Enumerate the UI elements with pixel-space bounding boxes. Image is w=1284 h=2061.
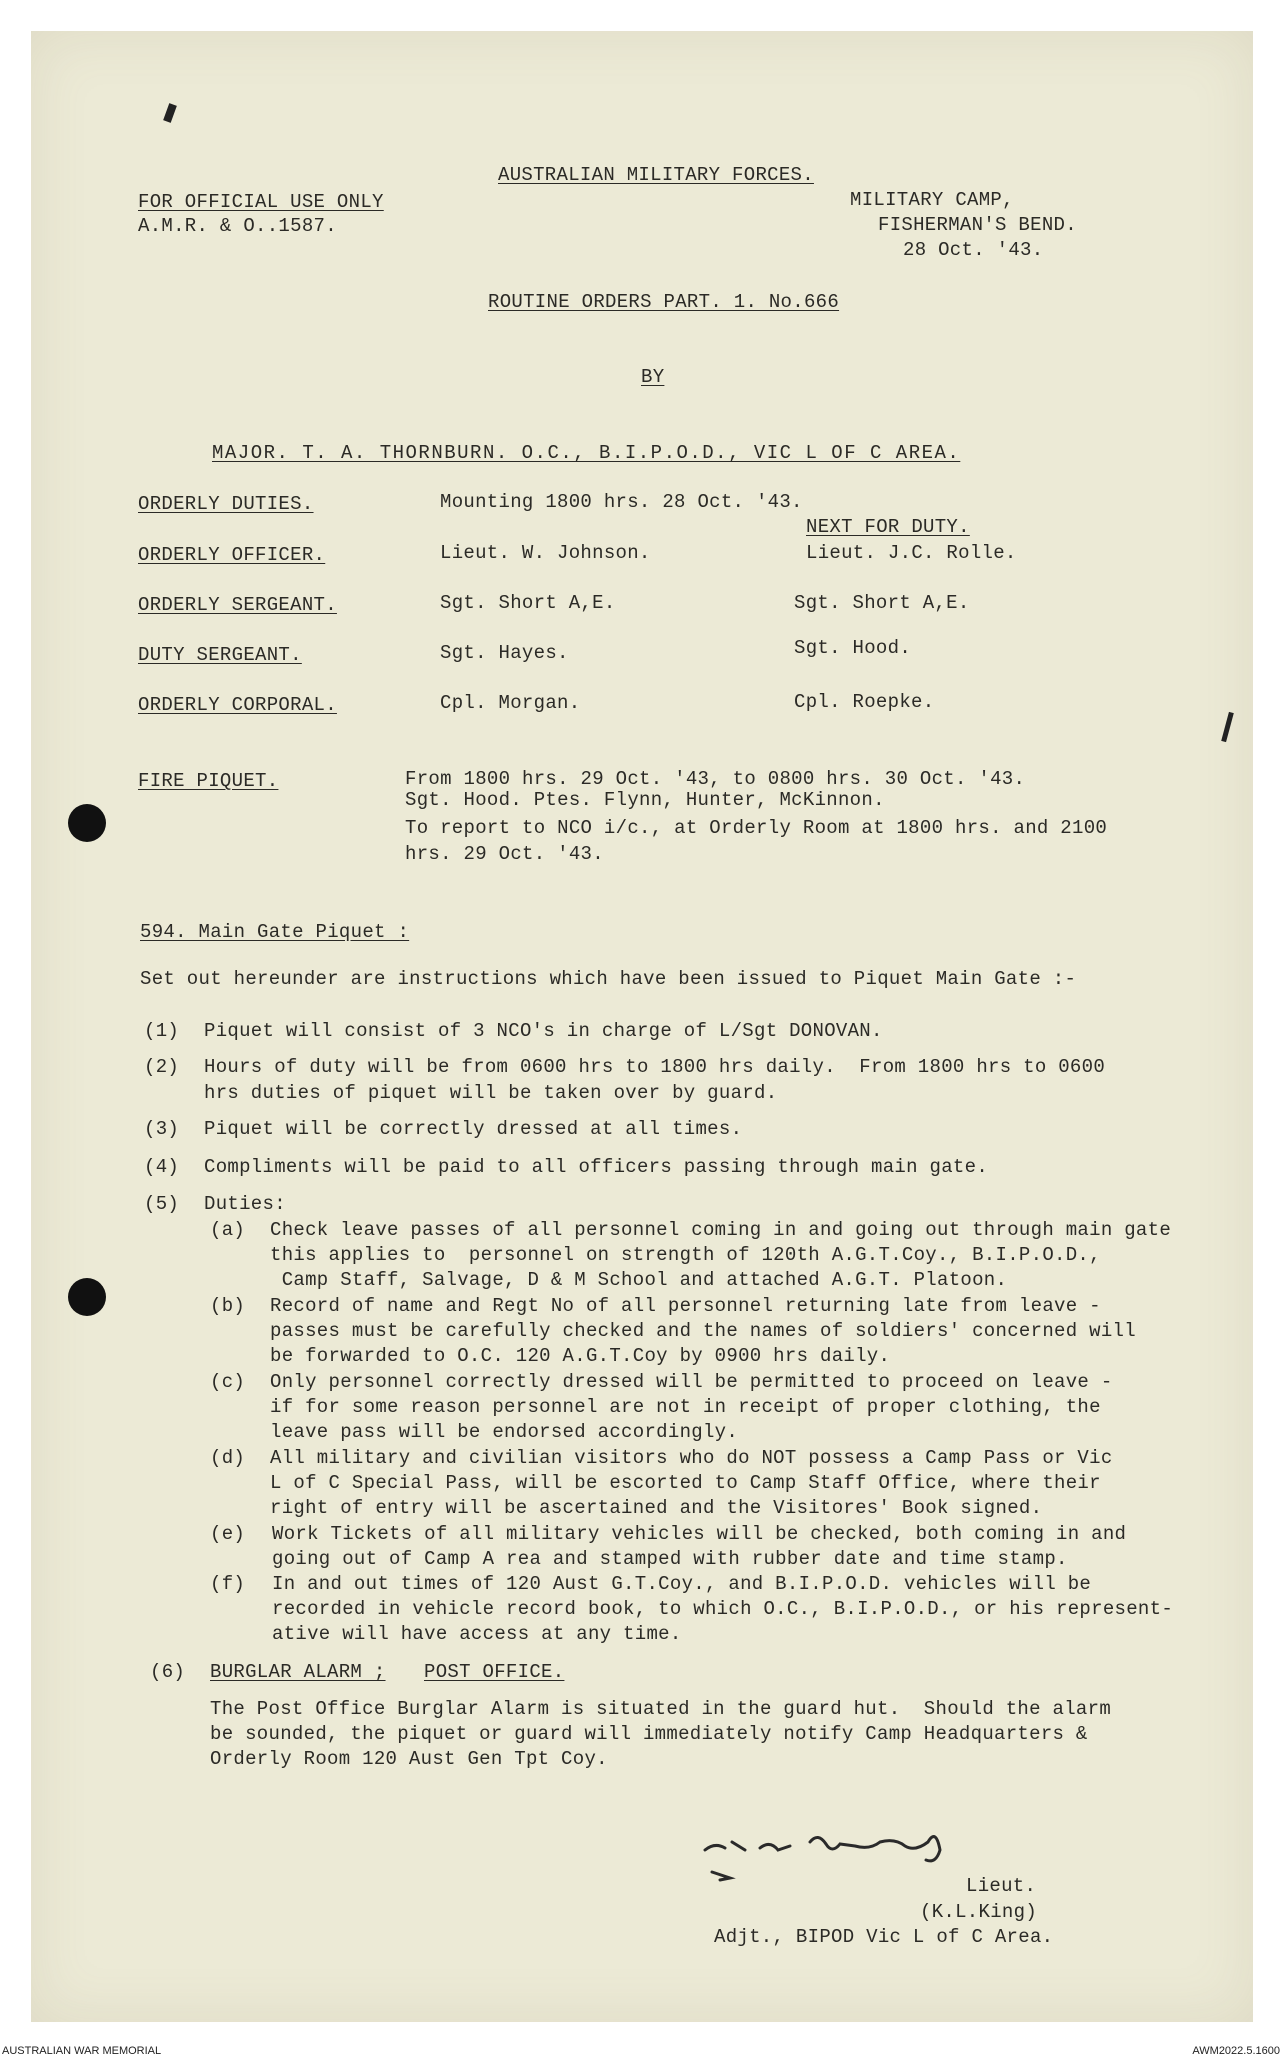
duty-row-next: Sgt. Hood. [794,637,912,659]
duty-sub-line: L of C Special Pass, will be escorted to Camp Staff Office, where their [270,1472,1101,1494]
item-text: Piquet will be correctly dressed at all times. [204,1118,743,1140]
item-number: (6) [150,1661,186,1683]
duty-sub-number: (b) [210,1295,246,1317]
item-number: (4) [144,1156,180,1178]
item-text: hrs duties of piquet will be taken over by guard. [204,1082,778,1104]
duty-sub-line: if for some reason personnel are not in receipt of proper clothing, the [270,1396,1101,1418]
item-text: Compliments will be paid to all officers passing through main gate. [204,1156,989,1178]
item6-line: be sounded, the piquet or guard will immediately notify Camp Headquarters & [210,1723,1088,1745]
duty-sub-line: Check leave passes of all personnel coming in and going out through main gate [270,1219,1172,1241]
item6-line: The Post Office Burglar Alarm is situated in the guard hut. Should the alarm [210,1698,1112,1720]
duty-sub-line: ative will have access at any time. [272,1623,682,1645]
fire-piquet-line: To report to NCO i/c., at Orderly Room at 1800 hrs. and 2100 [405,817,1108,839]
document-title: AUSTRALIAN MILITARY FORCES. [498,164,814,186]
reference-number: A.M.R. & O..1587. [138,215,337,237]
duty-sub-number: (c) [210,1371,246,1393]
punch-hole-top [68,804,106,842]
duty-sub-line: All military and civilian visitors who do NOT possess a Camp Pass or Vic [270,1447,1113,1469]
duty-row-next: Sgt. Short A,E. [794,592,970,614]
duty-sub-line: leave pass will be endorsed accordingly. [270,1421,739,1443]
duty-row-label: ORDERLY SERGEANT. [138,594,337,616]
item-number: (1) [144,1020,180,1042]
duty-sub-line: passes must be carefully checked and the names of soldiers' concerned will [270,1320,1136,1342]
item-number: (3) [144,1118,180,1140]
security-classification: FOR OFFICIAL USE ONLY [138,191,384,213]
item6-heading-post-office: POST OFFICE. [424,1661,565,1683]
duty-row-label: DUTY SERGEANT. [138,644,302,666]
by-label: BY [641,366,665,388]
fire-piquet-line: Sgt. Hood. Ptes. Flynn, Hunter, McKinnon. [405,789,885,811]
duty-sub-line: Record of name and Regt No of all personnel returning late from leave - [270,1295,1101,1317]
duty-sub-line: be forwarded to O.C. 120 A.G.T.Coy by 0900 hrs daily. [270,1345,891,1367]
duty-sub-line: Camp Staff, Salvage, D & M School and attached A.G.T. Platoon. [270,1269,1008,1291]
footer-archive: AUSTRALIAN WAR MEMORIAL [2,2045,162,2057]
duty-sub-number: (f) [210,1573,246,1595]
item-number: (2) [144,1056,180,1078]
item6-line: Orderly Room 120 Aust Gen Tpt Coy. [210,1748,608,1770]
duty-row-next: Cpl. Roepke. [794,691,935,713]
orderly-duties-value: Mounting 1800 hrs. 28 Oct. '43. [440,491,803,513]
item6-heading-burglar-alarm: BURGLAR ALARM ; [210,1661,386,1683]
item-number: (5) [144,1193,180,1215]
signatory-rank: Lieut. [966,1875,1037,1897]
item-text: Hours of duty will be from 0600 hrs to 1800 hrs daily. From 1800 hrs to 0600 [204,1056,1106,1078]
signatory-name: (K.L.King) [920,1901,1038,1923]
fire-piquet-line: From 1800 hrs. 29 Oct. '43, to 0800 hrs. 30 Oct. '43. [405,768,1026,790]
next-for-duty-label: NEXT FOR DUTY. [806,516,970,538]
duty-sub-line: going out of Camp A rea and stamped with rubber date and time stamp. [272,1548,1068,1570]
document-date: 28 Oct. '43. [903,239,1044,261]
location-line1: MILITARY CAMP, [850,189,1014,211]
section-heading: 594. Main Gate Piquet : [140,921,410,943]
section-intro: Set out hereunder are instructions which have been issued to Piquet Main Gate :- [140,968,1077,990]
item-text: Duties: [204,1193,286,1215]
duty-row-label: ORDERLY CORPORAL. [138,694,337,716]
duty-sub-line: recorded in vehicle record book, to which O.C., B.I.P.O.D., or his represent- [272,1598,1174,1620]
issued-by: MAJOR. T. A. THORNBURN. O.C., B.I.P.O.D., VIC L OF C AREA. [212,442,961,464]
duty-row-current: Sgt. Hayes. [440,642,569,664]
fire-piquet-line: hrs. 29 Oct. '43. [405,843,604,865]
duty-row-label: ORDERLY OFFICER. [138,544,326,566]
orders-title: ROUTINE ORDERS PART. 1. No.666 [488,291,840,313]
duty-sub-number: (a) [210,1219,246,1241]
duty-row-next: Lieut. J.C. Rolle. [806,542,1017,564]
item-text: Piquet will consist of 3 NCO's in charge of L/Sgt DONOVAN. [204,1020,883,1042]
punch-hole-bottom [68,1278,106,1316]
duty-sub-line: Work Tickets of all military vehicles will be checked, both coming in and [272,1523,1127,1545]
orderly-duties-label: ORDERLY DUTIES. [138,493,314,515]
signatory-position: Adjt., BIPOD Vic L of C Area. [714,1926,1054,1948]
duty-sub-number: (e) [210,1523,246,1545]
fire-piquet-label: FIRE PIQUET. [138,770,279,792]
duty-sub-line: this applies to personnel on strength of 120th A.G.T.Coy., B.I.P.O.D., [270,1244,1101,1266]
duty-sub-number: (d) [210,1447,246,1469]
duty-sub-line: In and out times of 120 Aust G.T.Coy., and B.I.P.O.D. vehicles will be [272,1573,1092,1595]
location-line2: FISHERMAN'S BEND. [878,214,1077,236]
footer-accession: AWM2022.5.1600 [1192,2045,1280,2057]
duty-sub-line: Only personnel correctly dressed will be permitted to proceed on leave - [270,1371,1113,1393]
duty-row-current: Cpl. Morgan. [440,692,581,714]
duty-row-current: Sgt. Short A,E. [440,592,616,614]
duty-sub-line: right of entry will be ascertained and the Visitores' Book signed. [270,1497,1043,1519]
duty-row-current: Lieut. W. Johnson. [440,542,651,564]
